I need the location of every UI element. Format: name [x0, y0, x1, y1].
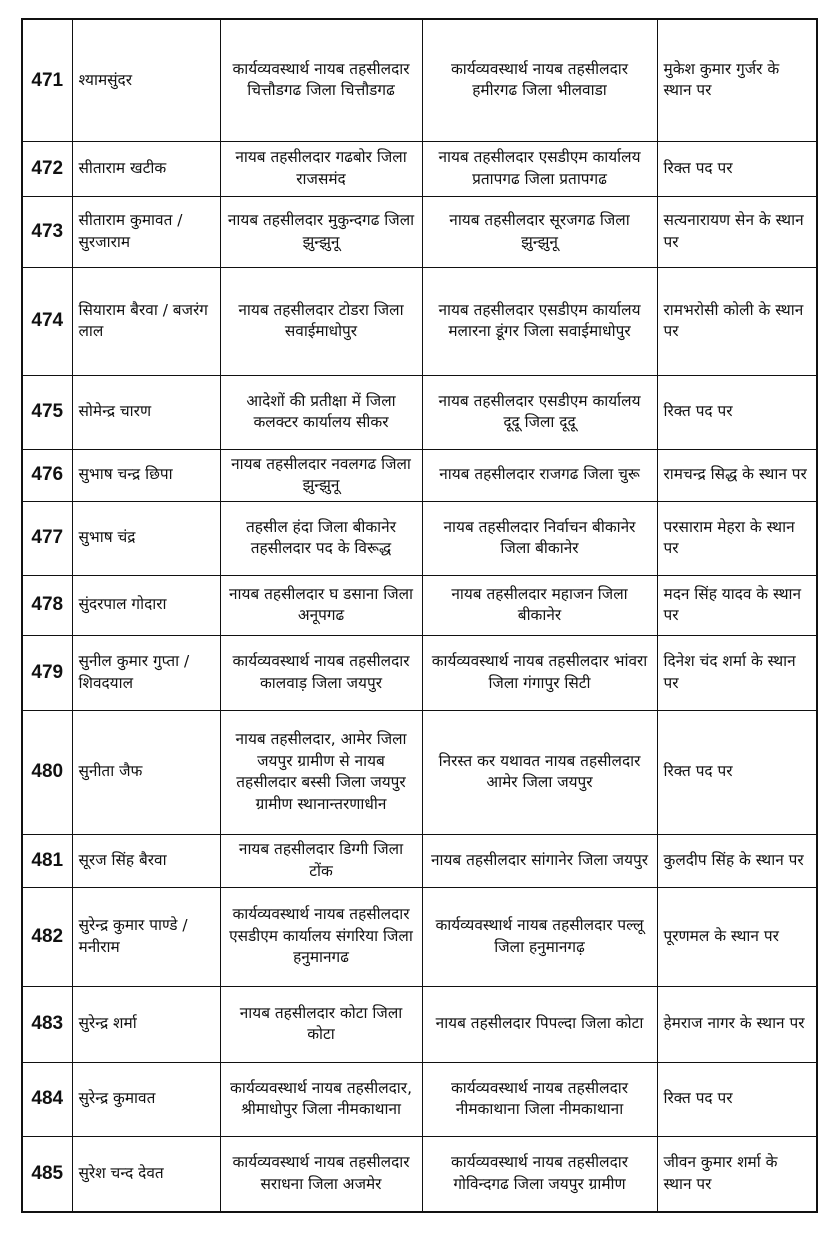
table-row — [22, 1062, 817, 1136]
officer-name-cell: सीताराम खटीक — [72, 141, 220, 196]
new-posting-cell: नायब तहसीलदार एसडीएम कार्यालय प्रतापगढ जिला प्रतापगढ — [422, 141, 657, 196]
serial-number-cell: 479 — [22, 635, 72, 710]
new-posting-cell: नायब तहसीलदार राजगढ जिला चुरू — [422, 449, 657, 501]
serial-number-cell: 473 — [22, 196, 72, 267]
remark-cell: जीवन कुमार शर्मा के स्थान पर — [657, 1136, 817, 1212]
new-posting-cell: नायब तहसीलदार सांगानेर जिला जयपुर — [422, 834, 657, 887]
serial-number-cell: 485 — [22, 1136, 72, 1212]
table-row — [22, 141, 817, 196]
new-posting-cell: नायब तहसीलदार एसडीएम कार्यालय मलारना डूंगर जिला सवाईमाधोपुर — [422, 267, 657, 375]
current-posting-cell: नायब तहसीलदार, आमेर जिला जयपुर ग्रामीण से नायब तहसीलदार बस्सी जिला जयपुर ग्रामीण स्थानान्तरणाधीन — [220, 710, 422, 834]
current-posting-cell: कार्यव्यवस्थार्थ नायब तहसीलदार सराधना जिला अजमेर — [220, 1136, 422, 1212]
table-row — [22, 1136, 817, 1212]
new-posting-cell: कार्यव्यवस्थार्थ नायब तहसीलदार भांवरा जिला गंगापुर सिटी — [422, 635, 657, 710]
table-row — [22, 267, 817, 375]
officer-name-cell: सियाराम बैरवा / बजरंग लाल — [72, 267, 220, 375]
table-row — [22, 635, 817, 710]
remark-cell: रामचन्द्र सिद्ध के स्थान पर — [657, 449, 817, 501]
table-row — [22, 501, 817, 575]
table-row — [22, 986, 817, 1062]
new-posting-cell: कार्यव्यवस्थार्थ नायब तहसीलदार हमीरगढ जिला भीलवाडा — [422, 19, 657, 141]
new-posting-cell: कार्यव्यवस्थार्थ नायब तहसीलदार गोविन्दगढ जिला जयपुर ग्रामीण — [422, 1136, 657, 1212]
table-row — [22, 196, 817, 267]
current-posting-cell: आदेशों की प्रतीक्षा में जिला कलक्टर कार्यालय सीकर — [220, 375, 422, 449]
current-posting-cell: नायब तहसीलदार टोडरा जिला सवाईमाधोपुर — [220, 267, 422, 375]
remark-cell: कुलदीप सिंह के स्थान पर — [657, 834, 817, 887]
officer-name-cell: सुरेश चन्द देवत — [72, 1136, 220, 1212]
remark-cell: रिक्त पद पर — [657, 141, 817, 196]
current-posting-cell: तहसील हंदा जिला बीकानेर तहसीलदार पद के विरूद्ध — [220, 501, 422, 575]
current-posting-cell: कार्यव्यवस्थार्थ नायब तहसीलदार एसडीएम कार्यालय संगरिया जिला हनुमानगढ — [220, 887, 422, 986]
remark-cell: हेमराज नागर के स्थान पर — [657, 986, 817, 1062]
serial-number-cell: 472 — [22, 141, 72, 196]
current-posting-cell: नायब तहसीलदार कोटा जिला कोटा — [220, 986, 422, 1062]
current-posting-cell: नायब तहसीलदार नवलगढ जिला झुन्झुनू — [220, 449, 422, 501]
remark-cell: दिनेश चंद शर्मा के स्थान पर — [657, 635, 817, 710]
officer-name-cell: सूरज सिंह बैरवा — [72, 834, 220, 887]
serial-number-cell: 476 — [22, 449, 72, 501]
remark-cell: रिक्त पद पर — [657, 710, 817, 834]
current-posting-cell: नायब तहसीलदार गढबोर जिला राजसमंद — [220, 141, 422, 196]
new-posting-cell: नायब तहसीलदार सूरजगढ जिला झुन्झुनू — [422, 196, 657, 267]
remark-cell: सत्यनारायण सेन के स्थान पर — [657, 196, 817, 267]
current-posting-cell: कार्यव्यवस्थार्थ नायब तहसीलदार, श्रीमाधोपुर जिला नीमकाथाना — [220, 1062, 422, 1136]
remark-cell: मदन सिंह यादव के स्थान पर — [657, 575, 817, 635]
serial-number-cell: 481 — [22, 834, 72, 887]
new-posting-cell: नायब तहसीलदार महाजन जिला बीकानेर — [422, 575, 657, 635]
current-posting-cell: नायब तहसीलदार घ डसाना जिला अनूपगढ — [220, 575, 422, 635]
new-posting-cell: नायब तहसीलदार पिपल्दा जिला कोटा — [422, 986, 657, 1062]
table-body — [22, 19, 817, 1212]
table-row — [22, 887, 817, 986]
table-row — [22, 710, 817, 834]
serial-number-cell: 484 — [22, 1062, 72, 1136]
serial-number-cell: 474 — [22, 267, 72, 375]
officer-name-cell: सोमेन्द्र चारण — [72, 375, 220, 449]
remark-cell: पूरणमल के स्थान पर — [657, 887, 817, 986]
officer-name-cell: सीताराम कुमावत / सुरजाराम — [72, 196, 220, 267]
officer-name-cell: सुरेन्द्र कुमार पाण्डे / मनीराम — [72, 887, 220, 986]
remark-cell: रामभरोसी कोली के स्थान पर — [657, 267, 817, 375]
new-posting-cell: नायब तहसीलदार एसडीएम कार्यालय दूदू जिला दूदू — [422, 375, 657, 449]
officer-name-cell: सुभाष चंद्र — [72, 501, 220, 575]
serial-number-cell: 480 — [22, 710, 72, 834]
table-row — [22, 19, 817, 141]
table-row — [22, 575, 817, 635]
officer-name-cell: सुनीता जैफ — [72, 710, 220, 834]
officer-name-cell: सुरेन्द्र शर्मा — [72, 986, 220, 1062]
remark-cell: मुकेश कुमार गुर्जर के स्थान पर — [657, 19, 817, 141]
current-posting-cell: कार्यव्यवस्थार्थ नायब तहसीलदार चित्तौडगढ जिला चित्तौडगढ — [220, 19, 422, 141]
current-posting-cell: नायब तहसीलदार मुकुन्दगढ जिला झुन्झुनू — [220, 196, 422, 267]
serial-number-cell: 483 — [22, 986, 72, 1062]
serial-number-cell: 482 — [22, 887, 72, 986]
officer-name-cell: सुनील कुमार गुप्ता / शिवदयाल — [72, 635, 220, 710]
table-row — [22, 449, 817, 501]
table-row — [22, 834, 817, 887]
serial-number-cell: 477 — [22, 501, 72, 575]
remark-cell: रिक्त पद पर — [657, 1062, 817, 1136]
officer-name-cell: सुभाष चन्द्र छिपा — [72, 449, 220, 501]
officer-name-cell: श्यामसुंदर — [72, 19, 220, 141]
current-posting-cell: कार्यव्यवस्थार्थ नायब तहसीलदार कालवाड़ जिला जयपुर — [220, 635, 422, 710]
officer-name-cell: सुंदरपाल गोदारा — [72, 575, 220, 635]
remark-cell: रिक्त पद पर — [657, 375, 817, 449]
transfer-list-page — [21, 18, 816, 1213]
table-row — [22, 375, 817, 449]
new-posting-cell: निरस्त कर यथावत नायब तहसीलदार आमेर जिला जयपुर — [422, 710, 657, 834]
new-posting-cell: कार्यव्यवस्थार्थ नायब तहसीलदार पल्लू जिला हनुमानगढ़ — [422, 887, 657, 986]
serial-number-cell: 471 — [22, 19, 72, 141]
transfer-table — [21, 18, 818, 1213]
remark-cell: परसाराम मेहरा के स्थान पर — [657, 501, 817, 575]
current-posting-cell: नायब तहसीलदार डिग्गी जिला टोंक — [220, 834, 422, 887]
serial-number-cell: 475 — [22, 375, 72, 449]
officer-name-cell: सुरेन्द्र कुमावत — [72, 1062, 220, 1136]
new-posting-cell: कार्यव्यवस्थार्थ नायब तहसीलदार नीमकाथाना जिला नीमकाथाना — [422, 1062, 657, 1136]
serial-number-cell: 478 — [22, 575, 72, 635]
new-posting-cell: नायब तहसीलदार निर्वाचन बीकानेर जिला बीकानेर — [422, 501, 657, 575]
